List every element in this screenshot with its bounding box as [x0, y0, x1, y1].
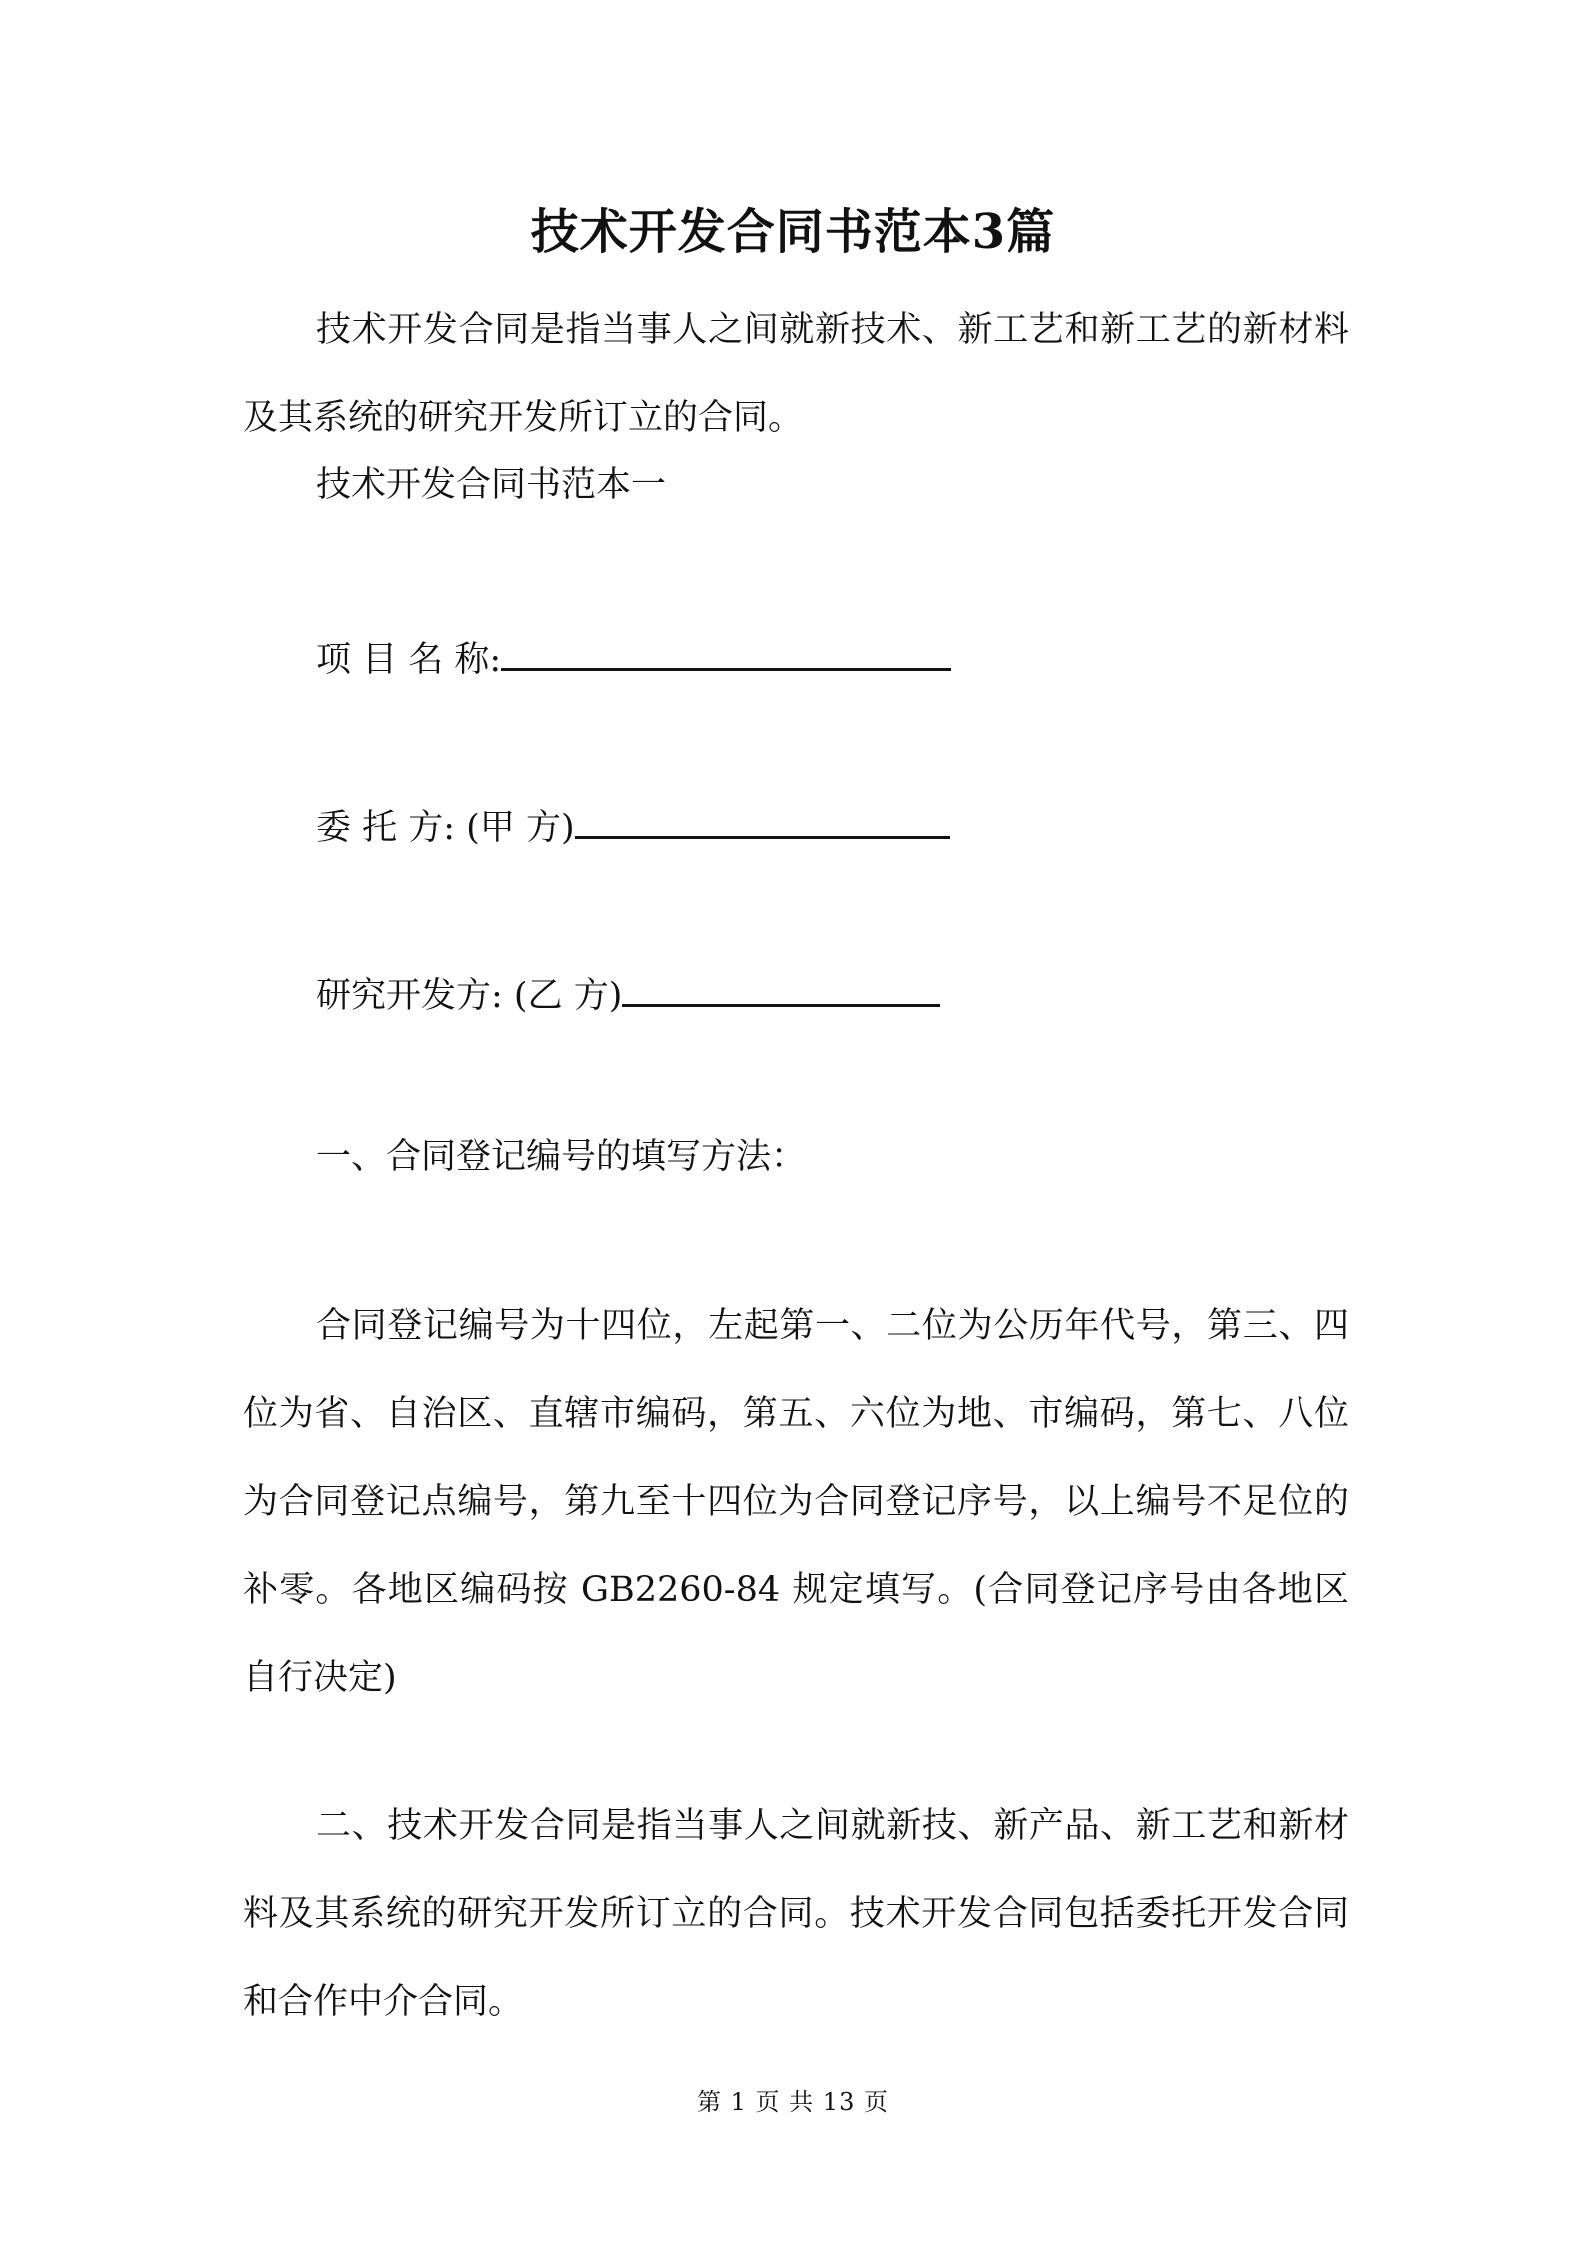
client-label: 委 托 方: (甲 方) — [316, 808, 575, 848]
project-name-label: 项 目 名 称: — [316, 640, 502, 680]
client-field — [316, 796, 950, 853]
section-heading: 技术开发合同书范本一 — [316, 465, 667, 505]
item1-body: 合同登记编号为十四位，左起第一、二位为公历年代号，第三、四位为省、自治区、直辖市编码，第五、六位为地、市编码，第七、八位为合同登记点编号，第九至十四位为合同登记序号，以上编号不足位的补零。各地区编码按 GB2260-84 规定填写。(合同登记序号由各地区自行决定) — [243, 1306, 1349, 1698]
document-title: 技术开发合同书范本3篇 — [530, 204, 1056, 260]
item2-body: 二、技术开发合同是指当事人之间就新技、新产品、新工艺和新材料及其系统的研究开发所订立的合同。技术开发合同包括委托开发合同和合作中介合同。 — [243, 1806, 1349, 2022]
developer-blank — [622, 964, 940, 1007]
project-name-blank — [501, 628, 951, 671]
intro-paragraph: 技术开发合同是指当事人之间就新技术、新工艺和新工艺的新材料及其系统的研究开发所订立的合同。 — [243, 310, 1349, 438]
page-footer: 第 1 页 共 13 页 — [697, 2088, 889, 2116]
developer-field — [316, 964, 940, 1021]
project-name-field — [316, 628, 951, 685]
client-blank — [575, 796, 950, 839]
developer-label: 研究开发方: (乙 方) — [316, 976, 623, 1016]
item1-heading: 一、合同登记编号的填写方法： — [316, 1137, 807, 1177]
